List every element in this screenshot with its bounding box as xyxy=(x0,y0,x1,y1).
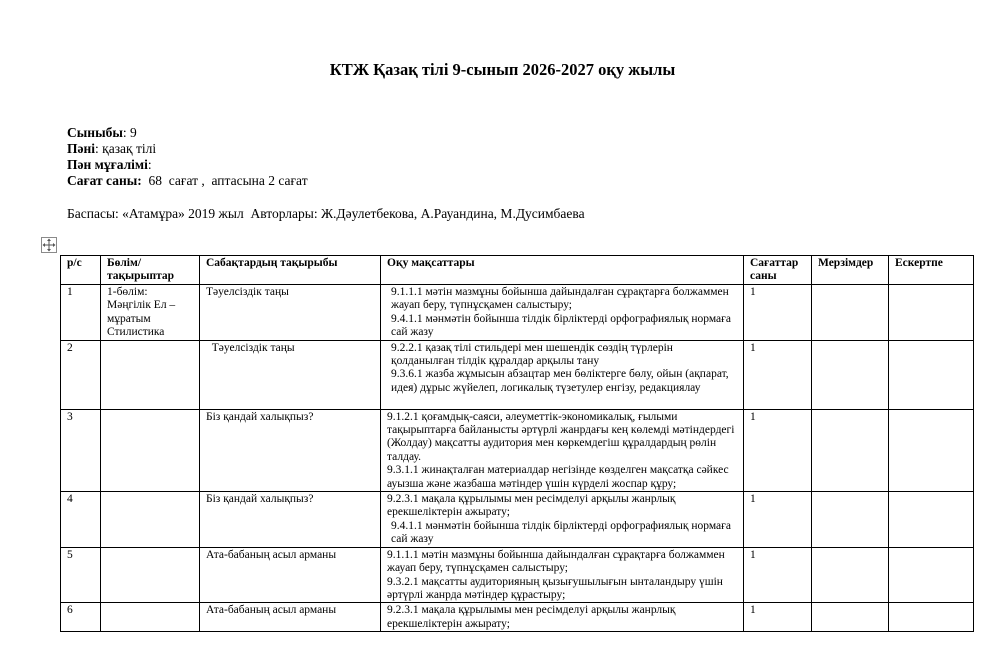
cell-number: 2 xyxy=(61,340,101,409)
table-row xyxy=(61,547,974,603)
info-subject xyxy=(67,141,308,157)
cell-objectives xyxy=(381,603,744,632)
objective: 9.4.1.1 мәнмәтін бойынша тілдік бірліктерді орфографиялық нормаға сай жазу xyxy=(391,519,731,546)
header-objectives: Оқу мақсаттары xyxy=(381,256,744,285)
cell-section xyxy=(101,603,200,632)
cell-hours: 1 xyxy=(744,492,812,548)
header-dates: Мерзімдер xyxy=(812,256,889,285)
objective: 9.3.2.1 мақсатты аудиторияның қызығушылығын ынталандыру үшін әртүрлі жанрда мәтіндер құрастыру; xyxy=(387,575,723,601)
cell-number: 6 xyxy=(61,603,101,632)
info-label: Пәні xyxy=(67,141,96,156)
info-hours xyxy=(67,173,308,189)
cell-notes xyxy=(889,492,974,548)
cell-notes xyxy=(889,340,974,409)
topic-text: Тәуелсіздік таңы xyxy=(206,341,295,354)
move-arrows-icon[interactable] xyxy=(41,237,57,253)
cell-objectives xyxy=(381,340,744,409)
cell-dates xyxy=(812,409,889,491)
cell-hours: 1 xyxy=(744,409,812,491)
objective: 9.1.1.1 мәтін мазмұны бойынша дайындалған сұрақтарға болжаммен жауап беру, түпнұсқамен салыстыру; xyxy=(391,286,729,312)
table-row xyxy=(61,409,974,491)
cell-notes xyxy=(889,409,974,491)
header-number: р/с xyxy=(61,256,101,285)
cell-hours: 1 xyxy=(744,547,812,603)
info-class xyxy=(67,125,308,141)
info-value: 68 сағат , аптасына 2 сағат xyxy=(141,173,308,188)
objective: 9.2.3.1 мақала құрылымы мен ресімделуі арқылы жанрлық ерекшеліктерін ажырату; xyxy=(387,493,676,519)
objective: 9.1.1.1 мәтін мазмұны бойынша дайындалған сұрақтарға болжаммен жауап беру, түпнұсқамен салыстыру; xyxy=(387,548,725,575)
cell-hours: 1 xyxy=(744,340,812,409)
table-row xyxy=(61,285,974,341)
document-title: КТЖ Қазақ тілі 9-сынып 2026-2027 оқу жылы xyxy=(329,60,676,79)
info-label: Сыныбы xyxy=(67,125,123,140)
header-topic: Сабақтардың тақырыбы xyxy=(200,256,381,285)
cell-topic: Біз қандай халықпыз? xyxy=(200,409,381,491)
cell-section xyxy=(101,409,200,491)
cell-objectives xyxy=(381,547,744,603)
objective: 9.2.2.1 қазақ тілі стильдері мен шешендік сөздің түрлерін қолданылған тілдік құралдар арқылы тану xyxy=(391,341,673,368)
cell-objectives xyxy=(381,285,744,341)
info-value: : қазақ тілі xyxy=(95,141,157,156)
cell-topic: Ата-бабаның асыл арманы xyxy=(200,603,381,632)
objective: 9.3.6.1 жазба жұмысын абзацтар мен бөліктерге бөлу, ойын (ақпарат, идея) дұрыс жүйелеп, логикалық түзетулер енгізу, редакциялау xyxy=(391,368,729,394)
objective: 9.2.3.1 мақала құрылымы мен ресімделуі арқылы жанрлық ерекшеліктерін ажырату; xyxy=(387,604,676,630)
publisher-line: Баспасы: «Атамұра» 2019 жыл Авторлары: Ж.Дәулетбекова, А.Рауандина, М.Дусимбаева xyxy=(67,206,585,221)
info-label: Сағат саны: xyxy=(67,173,142,188)
cell-notes xyxy=(889,547,974,603)
header-hours: Сағаттар саны xyxy=(744,256,812,285)
document-info xyxy=(67,125,308,189)
table-row xyxy=(61,603,974,632)
header-notes: Ескертпе xyxy=(889,256,974,285)
cell-section xyxy=(101,492,200,548)
cell-section: 1-бөлім: Мәңгілік Ел – мұратым Стилистика xyxy=(101,285,200,341)
cell-number: 1 xyxy=(61,285,101,341)
cell-dates xyxy=(812,492,889,548)
cell-topic xyxy=(200,340,381,409)
table-header-row xyxy=(61,256,974,285)
cell-section xyxy=(101,340,200,409)
cell-number: 4 xyxy=(61,492,101,548)
objective: 9.3.1.1 жинақталған материалдар негізінде көзделген мақсатқа сәйкес ауызша және жазбаша мәтіндер үшін күрделі жоспар құру; xyxy=(387,464,729,490)
cell-notes xyxy=(889,285,974,341)
cell-number: 5 xyxy=(61,547,101,603)
objective: 9.4.1.1 мәнмәтін бойынша тілдік бірліктерді орфографиялық нормаға сай жазу xyxy=(391,312,731,339)
cell-dates xyxy=(812,285,889,341)
cell-dates xyxy=(812,547,889,603)
info-teacher xyxy=(67,157,308,173)
cell-topic: Тәуелсіздік таңы xyxy=(200,285,381,341)
info-value: : 9 xyxy=(122,125,137,140)
table-row xyxy=(61,492,974,548)
cell-objectives xyxy=(381,492,744,548)
cell-dates xyxy=(812,340,889,409)
info-label: Пән мұғалімі xyxy=(67,157,148,172)
cell-section xyxy=(101,547,200,603)
info-value: : xyxy=(147,157,152,172)
header-section: Бөлім/ тақырыптар xyxy=(101,256,200,285)
cell-objectives xyxy=(381,409,744,491)
cell-notes xyxy=(889,603,974,632)
cell-number: 3 xyxy=(61,409,101,491)
lesson-plan-table xyxy=(60,255,974,632)
cell-dates xyxy=(812,603,889,632)
table-row xyxy=(61,340,974,409)
cell-topic: Ата-бабаның асыл арманы xyxy=(200,547,381,603)
cell-hours: 1 xyxy=(744,285,812,341)
cell-topic: Біз қандай халықпыз? xyxy=(200,492,381,548)
cell-hours: 1 xyxy=(744,603,812,632)
objective: 9.1.2.1 қоғамдық-саяси, әлеуметтік-экономикалық, ғылыми тақырыптарға байланысты әртүрлі жанрдағы кең көлемді мәтіндердегі (Жолдау) мақсатты аудитория мен көркемдегіш құралдардың рөлін талдау. xyxy=(387,410,735,463)
